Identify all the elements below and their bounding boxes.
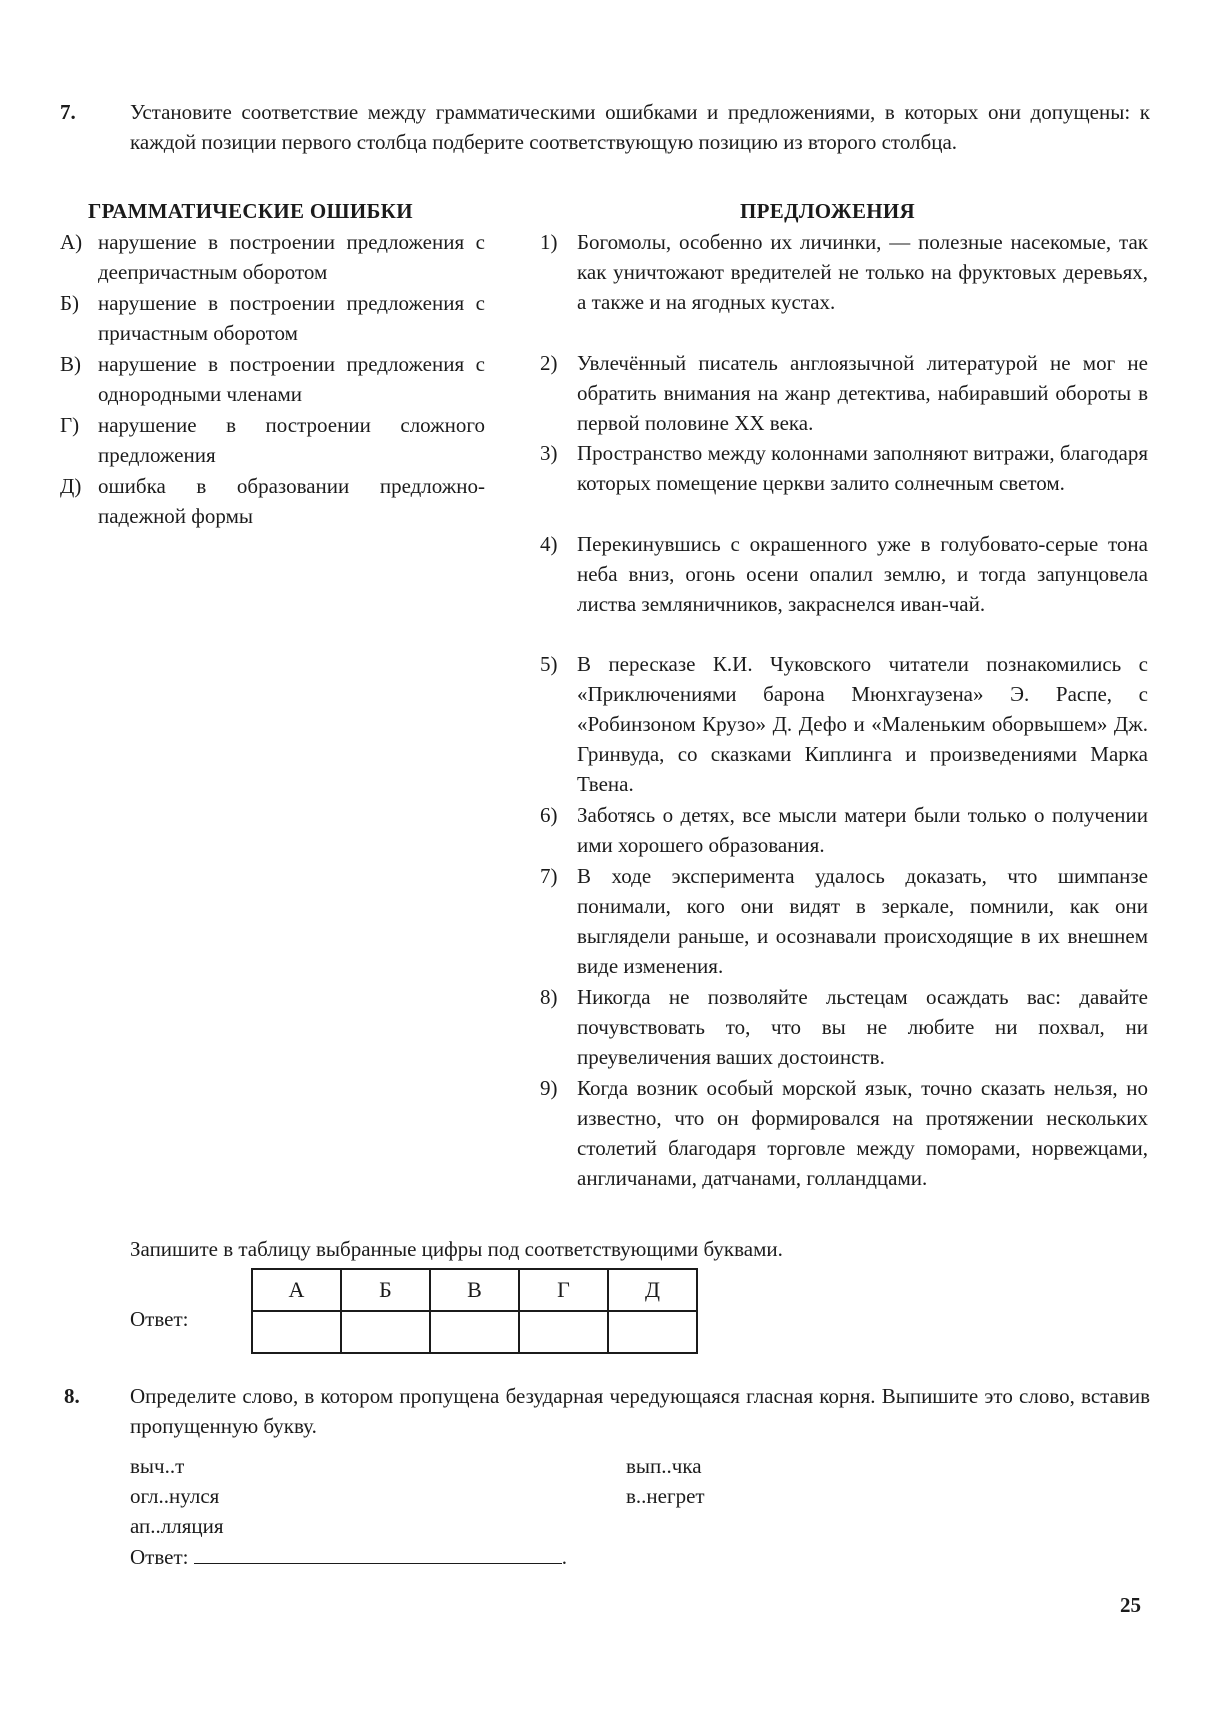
word-option: ап..лляция (130, 1514, 224, 1538)
error-label: Б) (60, 291, 80, 315)
sentence-8 (540, 982, 1148, 1072)
error-text: нарушение в построении предложения с причастным оборотом (98, 291, 485, 345)
sentence-text: В ходе эксперимента удалось доказать, что шимпанзе понимали, кого они видят в зеркале, помнили, как они выглядели раньше, и осознавали происходящие в их внешнем виде изменения. (577, 864, 1148, 978)
task-8-number: 8. (64, 1384, 80, 1408)
answer-header-cell: А (252, 1269, 341, 1311)
sentence-text: Богомолы, особенно их личинки, — полезные насекомые, так как уничтожают вредителей не только на фруктовых деревьях, а также и на ягодных кустах. (577, 230, 1148, 314)
sentence-3 (540, 438, 1148, 498)
answer-cell-g[interactable] (519, 1311, 608, 1353)
error-option-b (60, 288, 485, 348)
error-label: В) (60, 352, 81, 376)
sentence-text: Увлечённый писатель англоязычной литературой не мог не обратить внимания на жанр детектива, набиравший обороты в первой половине XX века. (577, 351, 1148, 435)
answer-table (251, 1268, 698, 1354)
error-option-v (60, 349, 485, 409)
sentence-label: 4) (540, 532, 558, 556)
answer-cell-b[interactable] (341, 1311, 430, 1353)
task-7-answer-label: Ответ: (130, 1307, 189, 1331)
sentence-text: Никогда не позволяйте льстецам осаждать вас: давайте почувствовать то, что вы не любите ни похвал, ни преувеличения ваших достоинств. (577, 985, 1148, 1069)
answer-header-cell: Д (608, 1269, 697, 1311)
error-label: Д) (60, 474, 82, 498)
answer-table-header-row (252, 1269, 697, 1311)
answer-header-cell: В (430, 1269, 519, 1311)
error-option-a (60, 227, 485, 287)
answer-cell-a[interactable] (252, 1311, 341, 1353)
word-option: огл..нулся (130, 1484, 220, 1508)
answer-header-cell: Г (519, 1269, 608, 1311)
sentence-2 (540, 348, 1148, 438)
answer-header-cell: Б (341, 1269, 430, 1311)
word-option: вып..чка (626, 1454, 702, 1478)
sentence-text: Перекинувшись с окрашенного уже в голубовато-серые тона неба вниз, огонь осени опалил землю, и тогда запунцовела листва земляничников, закраснелся иван-чай. (577, 532, 1148, 616)
task-7-instruction: Установите соответствие между грамматическими ошибками и предложениями, в которых они допущены: к каждой позиции первого столбца подберите соответствующую позицию из второго столбца. (130, 100, 1150, 154)
error-text: нарушение в построении сложного предложения (98, 413, 485, 467)
answer-cell-v[interactable] (430, 1311, 519, 1353)
answer-table-input-row (252, 1311, 697, 1353)
sentence-label: 5) (540, 652, 558, 676)
sentences-column-header: ПРЕДЛОЖЕНИЯ (740, 199, 915, 223)
sentence-label: 8) (540, 985, 558, 1009)
sentence-label: 7) (540, 864, 558, 888)
errors-column-header: ГРАММАТИЧЕСКИЕ ОШИБКИ (88, 199, 413, 223)
sentence-label: 9) (540, 1076, 558, 1100)
sentence-4 (540, 529, 1148, 619)
sentence-7 (540, 861, 1148, 981)
table-instruction: Запишите в таблицу выбранные цифры под соответствующими буквами. (130, 1237, 783, 1261)
error-text: нарушение в построении предложения с деепричастным оборотом (98, 230, 485, 284)
sentence-9 (540, 1073, 1148, 1193)
error-text: ошибка в образовании предложно-падежной формы (98, 474, 485, 528)
task-8-answer-line[interactable] (194, 1541, 562, 1564)
task-8-answer (130, 1541, 567, 1572)
sentence-5 (540, 649, 1148, 799)
error-label: А) (60, 230, 83, 254)
sentence-text: Когда возник особый морской язык, точно сказать нельзя, но известно, что он формировался на протяжении нескольких столетий благодаря торговле между поморами, норвежцами, англичанами, датчанами, голландцами. (577, 1076, 1148, 1190)
sentence-text: В пересказе К.И. Чуковского читатели познакомились с «Приключениями барона Мюнхгаузена» Э. Распе, с «Робинзоном Крузо» Д. Дефо и «Маленьким оборвышем» Дж. Гринвуда, со сказками Киплинга и произведениями Марка Твена. (577, 652, 1148, 796)
error-text: нарушение в построении предложения с однородными членами (98, 352, 485, 406)
error-option-d (60, 471, 485, 531)
sentence-label: 3) (540, 441, 558, 465)
error-label: Г) (60, 413, 80, 437)
task-8-answer-period: . (561, 1545, 567, 1569)
sentence-1 (540, 227, 1148, 317)
page-number: 25 (1120, 1593, 1141, 1617)
word-option: выч..т (130, 1454, 185, 1478)
answer-cell-d[interactable] (608, 1311, 697, 1353)
task-7-number: 7. (60, 100, 76, 124)
task-8-answer-label: Ответ: (130, 1545, 189, 1569)
sentence-text: Заботясь о детях, все мысли матери были только о получении ими хорошего образования. (577, 803, 1148, 857)
sentence-label: 6) (540, 803, 558, 827)
sentence-text: Пространство между колоннами заполняют витражи, благодаря которых помещение церкви залито солнечным светом. (577, 441, 1148, 495)
sentence-6 (540, 800, 1148, 860)
sentence-label: 1) (540, 230, 558, 254)
word-option: в..негрет (626, 1484, 705, 1508)
error-option-g (60, 410, 485, 470)
task-8-instruction: Определите слово, в котором пропущена безударная чередующаяся гласная корня. Выпишите это слово, вставив пропущенную букву. (130, 1384, 1150, 1438)
sentence-label: 2) (540, 351, 558, 375)
